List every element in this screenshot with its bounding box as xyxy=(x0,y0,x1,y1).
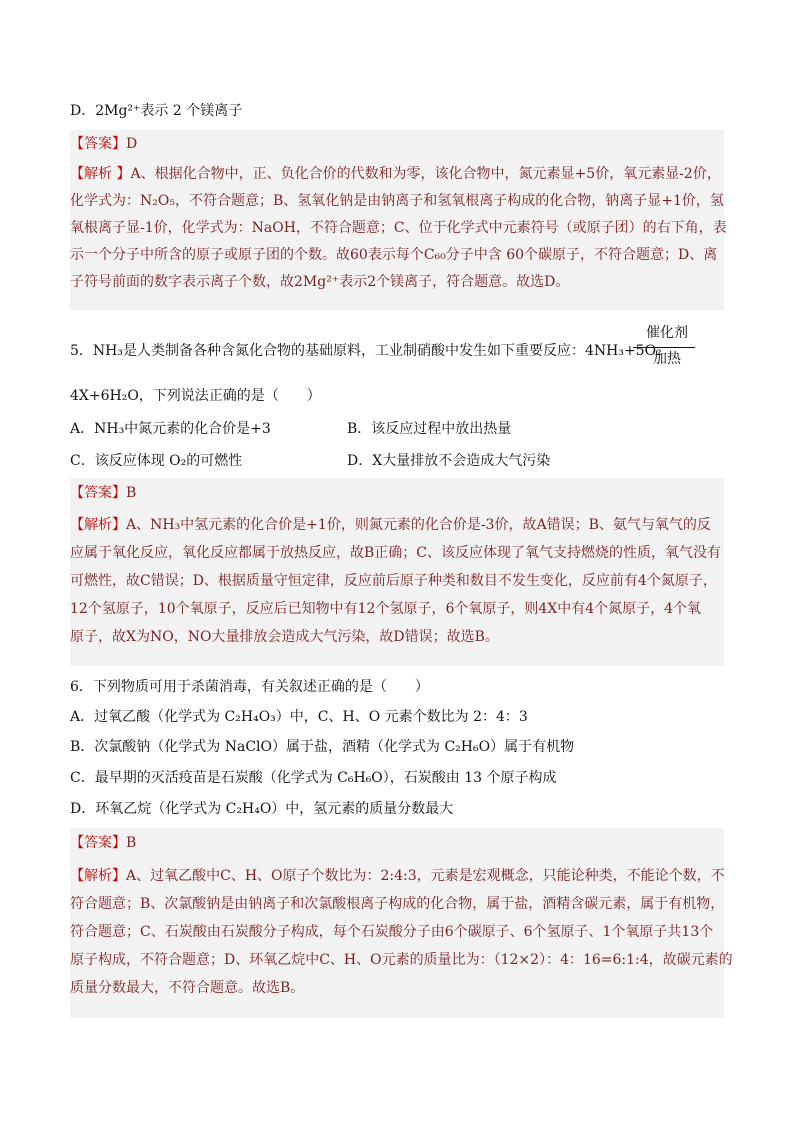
analysis-tag: 【解析】 xyxy=(70,517,126,533)
q5-analysis-line-5: 原子，故X为NO，NO大量排放会造成大气污染，故D错误；故选B。 xyxy=(70,629,499,645)
q6-analysis-line-4: 原子构成，不符合题意；D、环氧乙烷中C、H、O元素的质量比为：（12×2）：4：16=6:1:4，故碳元素的 xyxy=(70,952,733,968)
analysis-text: A、过氧乙酸中C、H、O原子个数比为：2:4:3，元素是宏观概念，只能论种类，不能论个数，不 xyxy=(126,868,725,884)
reaction-condition-catalyst: 催化剂 xyxy=(646,325,688,341)
reaction-condition-heat: 加热 xyxy=(653,351,681,367)
q5-analysis-line-1 xyxy=(70,515,711,535)
q5-stem-line-1: 5．NH₃是人类制备各种含氮化合物的基础原料，工业制硝酸中发生如下重要反应：4NH₃+5O₂ xyxy=(70,343,662,359)
analysis-text: A、NH₃中氢元素的化合价是+1价，则氮元素的化合价是-3价，故A错误；B、氨气与氧气的反 xyxy=(126,517,711,533)
q4-option-d: D．2Mg²⁺表示 2 个镁离子 xyxy=(70,103,243,119)
q6-analysis-line-3: 符合题意；C、石炭酸由石炭酸分子构成，每个石炭酸分子由6个碳原子、6个氢原子、1个氧原子共13个 xyxy=(70,924,714,940)
q6-option-b: B．次氯酸钠（化学式为 NaClO）属于盐，酒精（化学式为 C₂H₆O）属于有机物 xyxy=(70,739,575,755)
q6-option-a: A．过氧乙酸（化学式为 C₂H₄O₃）中，C、H、O 元素个数比为 2：4：3 xyxy=(70,709,528,725)
q5-analysis-line-4: 12个氢原子，10个氧原子，反应后已知物中有12个氢原子，6个氧原子，则4X中有4个氮原子，4个氧 xyxy=(70,601,702,617)
q4-analysis-line-2: 化学式为：N₂O₅，不符合题意；B、氢氧化钠是由钠离子和氢氧根离子构成的化合物，钠离子显+1价，氢 xyxy=(70,193,724,209)
q6-option-d: D．环氧乙烷（化学式为 C₂H₄O）中，氢元素的质量分数最大 xyxy=(70,801,454,817)
q6-analysis-line-2: 符合题意；B、次氯酸钠是由钠离子和次氯酸根离子构成的化合物，属于盐，酒精含碳元素，属于有机物， xyxy=(70,896,725,912)
q4-analysis-line-4: 示一个分子中所含的原子或原子团的个数。故60表示每个C₆₀分子中含 60个碳原子，不符合题意；D、离 xyxy=(70,247,718,263)
q4-analysis-line-3: 氧根离子显-1价，化学式为：NaOH，不符合题意；C、位于化学式中元素符号（或原子团）的右下角，表 xyxy=(70,220,727,236)
q6-analysis-line-1 xyxy=(70,866,725,886)
analysis-tag: 【解析】 xyxy=(70,868,126,884)
q5-analysis-line-2: 应属于氧化反应，氧化反应都属于放热反应，故B正确；C、该反应体现了氧气支持燃烧的性质，氧气没有 xyxy=(70,545,721,561)
answer-tag: 【答案】 xyxy=(70,136,126,152)
q6-answer-block xyxy=(70,828,733,1018)
q5-option-d: D．X大量排放不会造成大气污染 xyxy=(347,453,551,469)
reaction-arrow-bar xyxy=(633,347,695,348)
q6-answer-row xyxy=(70,833,136,853)
analysis-text: A、根据化合物中，正、负化合价的代数和为零，该化合物中，氮元素显+5价，氧元素显-2价， xyxy=(130,166,721,182)
q4-answer-row xyxy=(70,134,137,154)
q6-stem: 6．下列物质可用于杀菌消毒，有关叙述正确的是（ ） xyxy=(70,679,429,695)
q5-option-b: B．该反应过程中放出热量 xyxy=(347,421,512,437)
answer-value: B xyxy=(126,485,137,501)
answer-value: B xyxy=(126,835,137,851)
analysis-tag: 【解析 】 xyxy=(70,166,131,182)
q6-analysis-line-5: 质量分数最大，不符合题意。故选B。 xyxy=(70,980,305,996)
q5-option-c: C．该反应体现 O₂的可燃性 xyxy=(70,453,243,469)
q5-option-a: A．NH₃中氮元素的化合价是+3 xyxy=(70,421,271,437)
answer-value: D xyxy=(126,136,138,152)
q5-stem-line-2: 4X+6H₂O，下列说法正确的是（ ） xyxy=(70,388,321,404)
q5-answer-row xyxy=(70,483,136,503)
q5-answer-block xyxy=(70,478,724,666)
q4-analysis-line-5: 子符号前面的数字表示离子个数，故2Mg²⁺表示2个镁离子，符合题意。故选D。 xyxy=(70,274,570,290)
q4-analysis-line-1 xyxy=(70,164,721,184)
q5-analysis-line-3: 可燃性，故C错误；D、根据质量守恒定律，反应前后原子种类和数目不发生变化，反应前有4个氮原子， xyxy=(70,573,717,589)
q6-option-c: C．最早期的灭活疫苗是石炭酸（化学式为 C₆H₆O），石炭酸由 13 个原子构成 xyxy=(70,770,557,786)
answer-tag: 【答案】 xyxy=(70,485,126,501)
answer-tag: 【答案】 xyxy=(70,835,126,851)
q4-answer-block xyxy=(70,130,727,310)
